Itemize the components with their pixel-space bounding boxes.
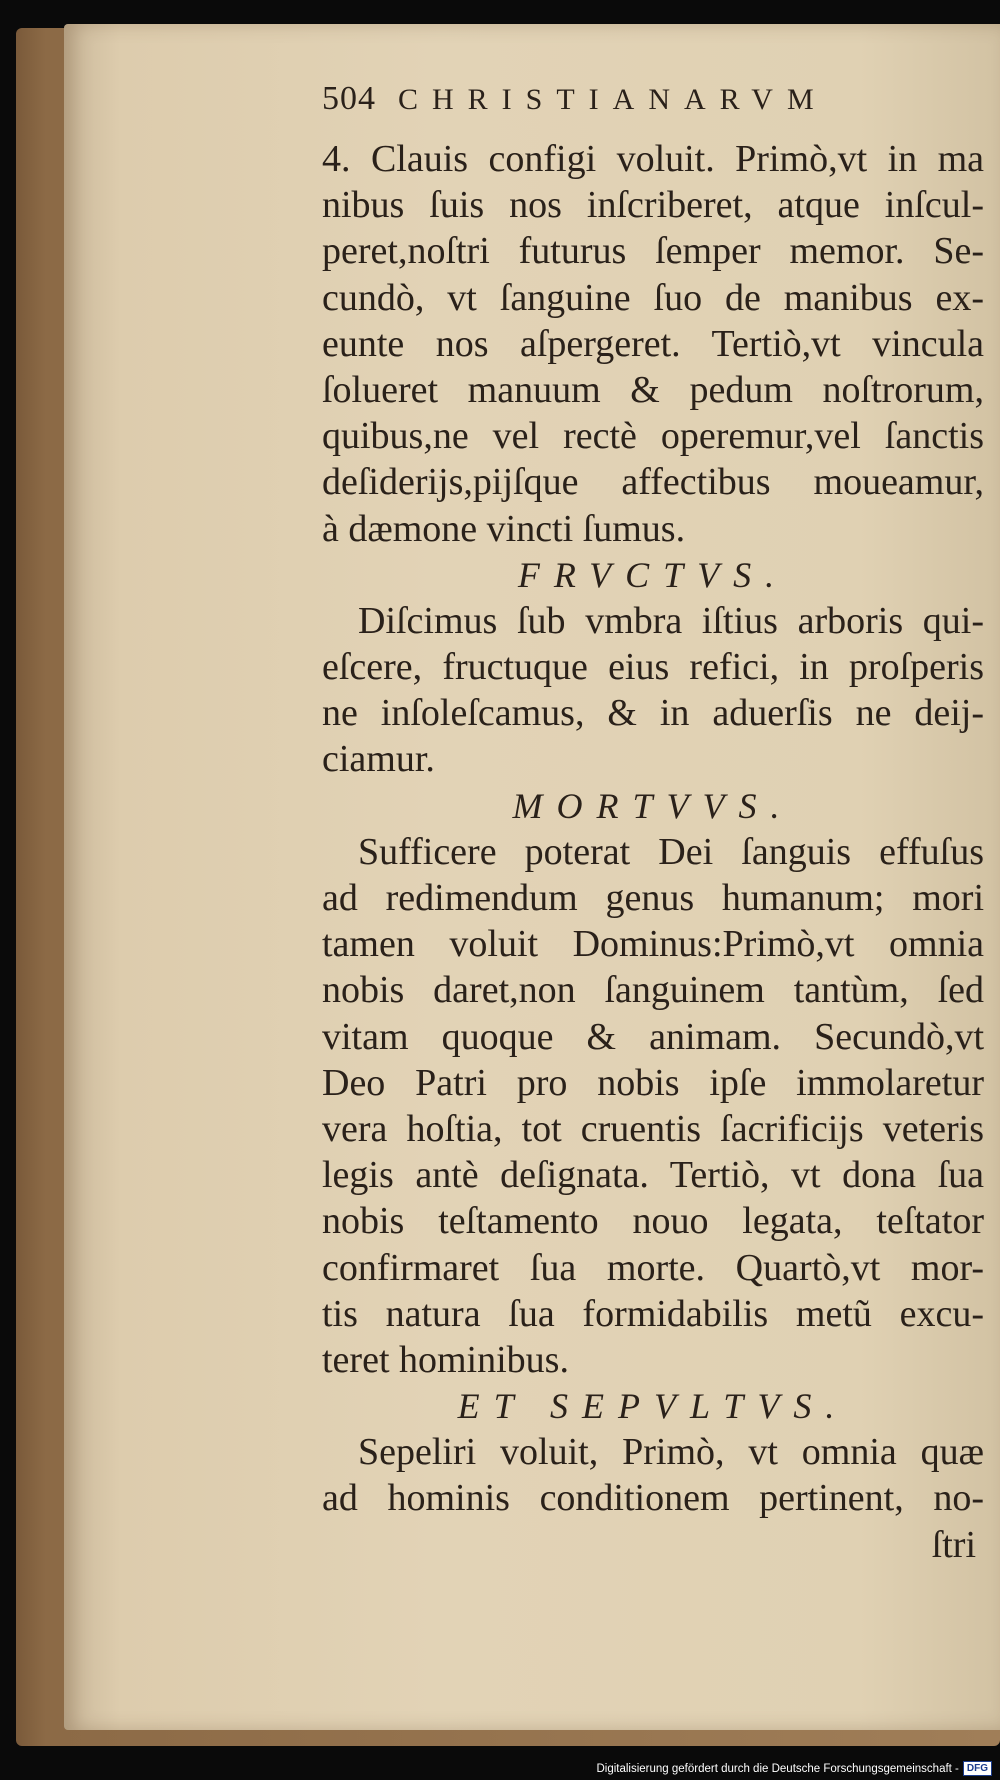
text-line: tis natura ſua formidabilis metũ excu- [322, 1292, 984, 1335]
text-line: Deo Patri pro nobis ipſe immolaretur [322, 1061, 984, 1104]
text-line: eſcere, fructuque eius refici, in proſperis [322, 646, 984, 689]
text-line: vera hoſtia, tot cruentis ſacrificijs veteris [322, 1107, 984, 1150]
text-line: ſolueret manuum & pedum noſtrorum, [322, 368, 984, 411]
credit-text: Digitalisierung gefördert durch die Deutsche Forschungsgemeinschaft - [596, 1762, 959, 1775]
text-line: ne inſoleſcamus, & in aduerſis ne deij- [322, 692, 984, 735]
page-header [322, 80, 984, 136]
text-line: Diſcimus ſub vmbra iſtius arboris qui- [358, 599, 984, 642]
text-line: nibus ſuis nos inſcriberet, atque inſcul- [322, 184, 984, 227]
text-line: ad hominis conditionem pertinent, no- [322, 1477, 984, 1520]
text-line: ciamur. [322, 738, 435, 781]
dfg-logo: DFG [963, 1761, 992, 1776]
text-line: legis antè deſignata. Tertiò, vt dona ſua [322, 1154, 984, 1197]
page-number: 504 [322, 80, 376, 117]
section-heading-sepultus: ET SEPVLTVS. [457, 1386, 849, 1427]
digitization-credit [596, 1761, 992, 1776]
text-line: teret hominibus. [322, 1338, 569, 1381]
text-line: deſiderijs,pijſque affectibus moueamur, [322, 461, 984, 504]
text-line: quibus,ne vel rectè operemur,vel ſanctis [322, 415, 984, 458]
text-line: vitam quoque & animam. Secundò,vt [322, 1015, 984, 1058]
body-text [322, 136, 984, 1568]
running-title: CHRISTIANARVM [398, 83, 828, 116]
text-line: nobis teſtamento nouo legata, teſtator [322, 1200, 984, 1243]
text-line: confirmaret ſua morte. Quartò,vt mor- [322, 1246, 984, 1289]
text-line: nobis daret,non ſanguinem tantùm, ſed [322, 969, 984, 1012]
text-line: cundò, vt ſanguine ſuo de manibus ex- [322, 276, 984, 319]
text-line: ad redimendum genus humanum; mori [322, 877, 984, 919]
text-line: Sepeliri voluit, Primò, vt omnia quæ [358, 1431, 984, 1474]
page-content [322, 80, 984, 1568]
text-line: peret,noſtri futurus ſemper memor. Se- [322, 230, 984, 273]
text-line: tamen voluit Dominus:Primò,vt omnia [322, 923, 984, 966]
text-line: Sufficere poterat Dei ſanguis effuſus [358, 830, 984, 873]
text-line: eunte nos aſpergeret. Tertiò,vt vincula [322, 322, 984, 365]
catchword: ſtri [931, 1523, 976, 1566]
text-line: à dæmone vincti ſumus. [322, 507, 686, 550]
section-heading-fructus: FRVCTVS. [517, 554, 789, 595]
text-line: 4. Clauis configi voluit. Primò,vt in ma [322, 138, 984, 180]
section-heading-mortuus: MORTVVS. [512, 785, 794, 826]
